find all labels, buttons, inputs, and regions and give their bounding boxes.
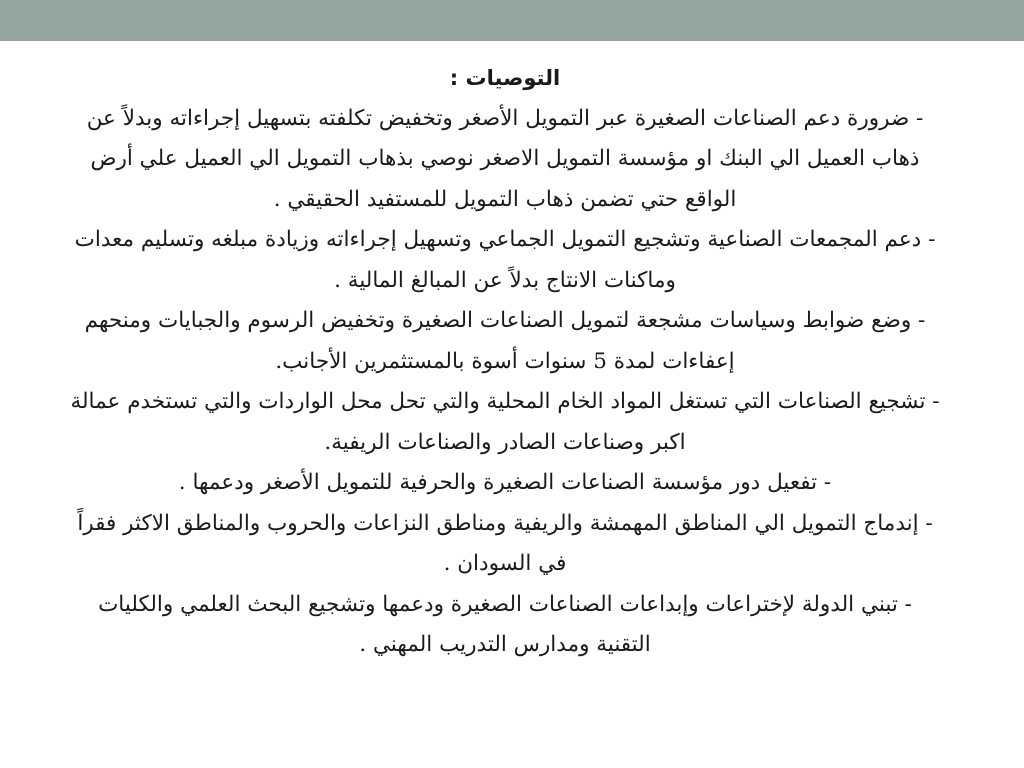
recommendation-item: - تشجيع الصناعات التي تستغل المواد الخام المحلية والتي تحل محل الواردات والتي تستخدم عمالة اكبر وصناعات الصادر والصناعات الريفية. — [70, 389, 940, 455]
recommendation-item: - تبني الدولة لإختراعات وإبداعات الصناعات الصغيرة ودعمها وتشجيع البحث العلمي والكليات التقنية ومدارس التدريب المهني . — [98, 591, 912, 657]
slide-body — [70, 58, 940, 666]
recommendation-item: - ضرورة دعم الصناعات الصغيرة عبر التمويل الأصغر وتخفيض تكلفته بتسهيل إجراءاته وبدلاً عن ذهاب العميل الي البنك او مؤسسة التمويل الاصغر نوصي بذهاب التمويل الي العميل علي أرض الواقع حتي تضمن ذهاب التمويل للمستفيد الحقيقي . — [86, 105, 924, 212]
recommendation-item: - وضع ضوابط وسياسات مشجعة لتمويل الصناعات الصغيرة وتخفيض الرسوم والجبايات ومنحهم إعفاءات لمدة 5 سنوات أسوة بالمستثمرين الأجانب. — [84, 308, 926, 374]
recommendation-item: - تفعيل دور مؤسسة الصناعات الصغيرة والحرفية للتمويل الأصغر ودعمها . — [178, 470, 832, 495]
slide-title: التوصيات : — [449, 66, 561, 90]
recommendation-item: - إندماج التمويل الي المناطق المهمشة والريفية ومناطق النزاعات والحروب والمناطق الاكثر فقراً في السودان . — [77, 510, 933, 576]
header-band — [0, 0, 1024, 41]
recommendation-item: - دعم المجمعات الصناعية وتشجيع التمويل الجماعي وتسهيل إجراءاته وزيادة مبلغه وتسليم معدات وماكنات الانتاج بدلاً عن المبالغ المالية . — [74, 227, 936, 293]
